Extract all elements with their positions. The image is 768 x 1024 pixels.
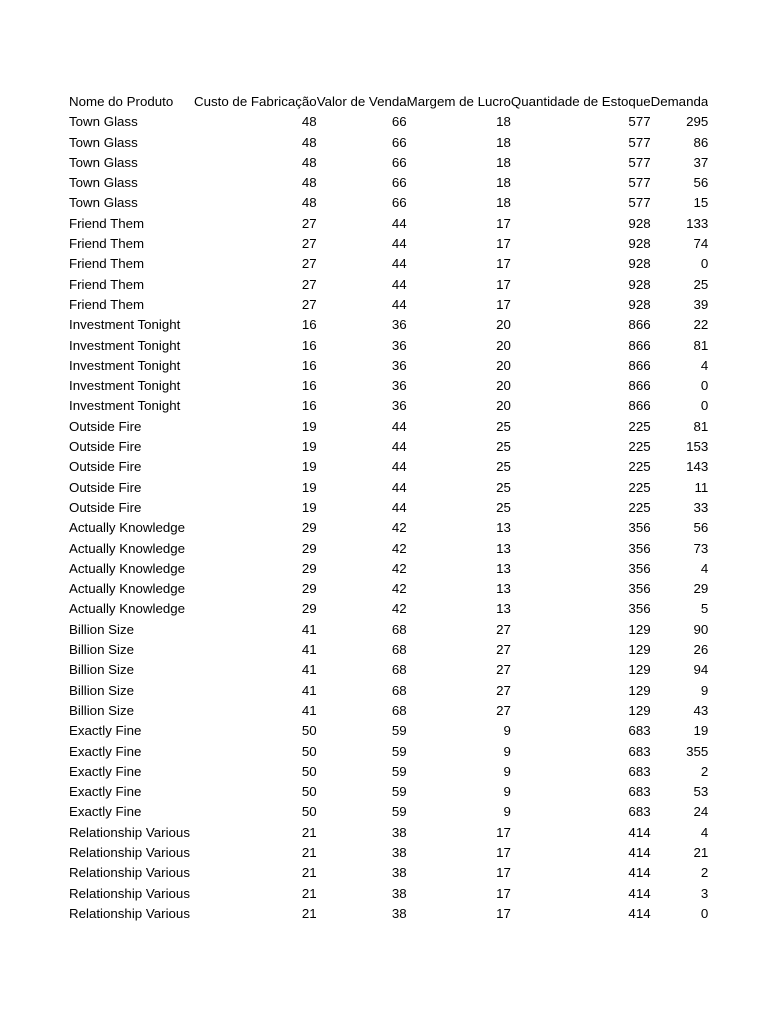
manufacturing-cost-cell: 29 — [301, 601, 317, 617]
demand-cell: 73 — [693, 540, 709, 556]
profit-margin-cell: 17 — [496, 865, 511, 881]
stock-quantity-cell: 414 — [628, 905, 651, 921]
manufacturing-cost-cell: 41 — [301, 662, 317, 678]
product-name-cell: Investment Tonight — [69, 398, 181, 414]
manufacturing-cost-cell: 48 — [301, 175, 317, 191]
demand-cell: 9 — [700, 682, 709, 698]
demand-cell: 0 — [700, 256, 709, 272]
manufacturing-cost-cell: 21 — [301, 905, 317, 921]
demand-cell: 39 — [693, 296, 709, 312]
stock-quantity-cell: 683 — [628, 763, 651, 779]
demand-cell: 295 — [686, 114, 709, 130]
table-row — [68, 539, 708, 559]
manufacturing-cost-cell: 29 — [301, 520, 317, 536]
manufacturing-cost-cell: 19 — [301, 499, 317, 515]
table-row — [68, 863, 708, 883]
profit-margin-cell: 17 — [496, 276, 511, 292]
profit-margin-cell: 25 — [496, 499, 511, 515]
sale-value-cell: 44 — [391, 236, 407, 252]
profit-margin-cell: 13 — [496, 540, 511, 556]
profit-margin-cell: 18 — [496, 195, 511, 211]
table-row — [68, 640, 708, 660]
demand-cell: 143 — [686, 459, 709, 475]
profit-margin-cell: 9 — [503, 723, 511, 739]
table-row — [68, 254, 708, 274]
product-name-cell: Investment Tonight — [69, 317, 181, 333]
demand-cell: 4 — [700, 560, 709, 576]
product-name-cell: Friend Them — [69, 276, 145, 292]
manufacturing-cost-cell: 16 — [301, 317, 317, 333]
product-name-cell: Town Glass — [69, 175, 138, 191]
product-name-cell: Friend Them — [69, 215, 145, 231]
profit-margin-cell: 27 — [496, 642, 511, 658]
manufacturing-cost-cell: 21 — [301, 824, 317, 840]
product-name-cell: Billion Size — [69, 642, 135, 658]
stock-quantity-cell: 928 — [628, 236, 651, 252]
manufacturing-cost-cell: 48 — [301, 114, 317, 130]
demand-cell: 33 — [693, 499, 709, 515]
header-product-name: Nome do Produto — [69, 94, 174, 109]
stock-quantity-cell: 129 — [628, 642, 651, 658]
profit-margin-cell: 17 — [496, 824, 511, 840]
demand-cell: 74 — [693, 236, 709, 252]
product-name-cell: Friend Them — [69, 236, 145, 252]
stock-quantity-cell: 866 — [628, 398, 651, 414]
manufacturing-cost-cell: 19 — [301, 418, 317, 434]
product-name-cell: Actually Knowledge — [69, 601, 186, 617]
stock-quantity-cell: 129 — [628, 662, 651, 678]
sale-value-cell: 38 — [391, 865, 407, 881]
profit-margin-cell: 18 — [496, 154, 511, 170]
manufacturing-cost-cell: 21 — [301, 885, 317, 901]
sale-value-cell: 36 — [391, 317, 407, 333]
sale-value-cell: 36 — [391, 357, 407, 373]
stock-quantity-cell: 928 — [628, 296, 651, 312]
profit-margin-cell: 17 — [496, 215, 511, 231]
sale-value-cell: 44 — [391, 439, 407, 455]
sale-value-cell: 66 — [391, 154, 407, 170]
table-row — [68, 275, 708, 295]
demand-cell: 56 — [693, 175, 709, 191]
profit-margin-cell: 18 — [496, 175, 511, 191]
sale-value-cell: 44 — [391, 479, 407, 495]
profit-margin-cell: 25 — [496, 479, 511, 495]
manufacturing-cost-cell: 50 — [301, 743, 317, 759]
product-table — [68, 92, 708, 924]
product-name-cell: Exactly Fine — [69, 723, 142, 739]
profit-margin-cell: 13 — [496, 560, 511, 576]
table-row — [68, 376, 708, 396]
sale-value-cell: 68 — [391, 621, 407, 637]
table-row — [68, 660, 708, 680]
sale-value-cell: 66 — [391, 175, 407, 191]
product-name-cell: Exactly Fine — [69, 804, 142, 820]
stock-quantity-cell: 356 — [628, 581, 651, 597]
sale-value-cell: 42 — [391, 520, 407, 536]
demand-cell: 24 — [693, 804, 709, 820]
product-name-cell: Relationship Various — [69, 885, 190, 901]
sale-value-cell: 44 — [391, 296, 407, 312]
stock-quantity-cell: 577 — [628, 154, 651, 170]
product-name-cell: Investment Tonight — [69, 357, 181, 373]
sale-value-cell: 59 — [391, 723, 407, 739]
profit-margin-cell: 17 — [496, 844, 511, 860]
table-row — [68, 701, 708, 721]
table-row — [68, 112, 708, 132]
manufacturing-cost-cell: 19 — [301, 479, 317, 495]
product-name-cell: Town Glass — [69, 134, 138, 150]
product-name-cell: Exactly Fine — [69, 743, 142, 759]
table-row — [68, 823, 708, 843]
profit-margin-cell: 27 — [496, 621, 511, 637]
profit-margin-cell: 25 — [496, 439, 511, 455]
product-name-cell: Outside Fire — [69, 459, 142, 475]
stock-quantity-cell: 225 — [628, 499, 651, 515]
sale-value-cell: 68 — [391, 642, 407, 658]
stock-quantity-cell: 225 — [628, 459, 651, 475]
demand-cell: 4 — [700, 824, 709, 840]
sale-value-cell: 59 — [391, 763, 407, 779]
sale-value-cell: 42 — [391, 540, 407, 556]
stock-quantity-cell: 683 — [628, 723, 651, 739]
table-row — [68, 904, 708, 924]
stock-quantity-cell: 414 — [628, 844, 651, 860]
stock-quantity-cell: 225 — [628, 439, 651, 455]
manufacturing-cost-cell: 29 — [301, 560, 317, 576]
profit-margin-cell: 27 — [496, 682, 511, 698]
profit-margin-cell: 27 — [496, 662, 511, 678]
table-row — [68, 681, 708, 701]
demand-cell: 2 — [700, 865, 709, 881]
manufacturing-cost-cell: 16 — [301, 378, 317, 394]
stock-quantity-cell: 129 — [628, 702, 651, 718]
profit-margin-cell: 17 — [496, 905, 511, 921]
product-name-cell: Exactly Fine — [69, 784, 142, 800]
manufacturing-cost-cell: 29 — [301, 540, 317, 556]
manufacturing-cost-cell: 50 — [301, 804, 317, 820]
demand-cell: 53 — [693, 784, 709, 800]
profit-margin-cell: 18 — [496, 114, 511, 130]
profit-margin-cell: 17 — [496, 296, 511, 312]
table-row — [68, 193, 708, 213]
sale-value-cell: 66 — [391, 195, 407, 211]
manufacturing-cost-cell: 16 — [301, 357, 317, 373]
stock-quantity-cell: 414 — [628, 824, 651, 840]
product-name-cell: Billion Size — [69, 682, 135, 698]
product-name-cell: Actually Knowledge — [69, 581, 186, 597]
table-row — [68, 802, 708, 822]
sale-value-cell: 44 — [391, 459, 407, 475]
profit-margin-cell: 9 — [503, 784, 511, 800]
table-row — [68, 498, 708, 518]
manufacturing-cost-cell: 27 — [301, 276, 317, 292]
product-name-cell: Town Glass — [69, 154, 138, 170]
profit-margin-cell: 27 — [496, 702, 511, 718]
demand-cell: 43 — [693, 702, 709, 718]
manufacturing-cost-cell: 19 — [301, 439, 317, 455]
header-demand: Demanda — [650, 94, 709, 109]
profit-margin-cell: 20 — [496, 317, 511, 333]
sale-value-cell: 44 — [391, 276, 407, 292]
sale-value-cell: 42 — [391, 601, 407, 617]
demand-cell: 153 — [686, 439, 709, 455]
demand-cell: 86 — [693, 134, 709, 150]
sale-value-cell: 59 — [391, 743, 407, 759]
table-row — [68, 478, 708, 498]
stock-quantity-cell: 225 — [628, 479, 651, 495]
table-row — [68, 762, 708, 782]
stock-quantity-cell: 577 — [628, 114, 651, 130]
stock-quantity-cell: 683 — [628, 743, 651, 759]
product-name-cell: Actually Knowledge — [69, 520, 186, 536]
table-row — [68, 173, 708, 193]
table-row — [68, 884, 708, 904]
sale-value-cell: 68 — [391, 662, 407, 678]
profit-margin-cell: 25 — [496, 418, 511, 434]
sale-value-cell: 36 — [391, 337, 407, 353]
sale-value-cell: 44 — [391, 499, 407, 515]
demand-cell: 15 — [693, 195, 709, 211]
manufacturing-cost-cell: 16 — [301, 337, 317, 353]
header-manufacturing-cost: Custo de Fabricação — [194, 94, 317, 109]
stock-quantity-cell: 414 — [628, 865, 651, 881]
stock-quantity-cell: 866 — [628, 337, 651, 353]
demand-cell: 2 — [700, 763, 709, 779]
demand-cell: 11 — [694, 479, 709, 495]
product-name-cell: Town Glass — [69, 114, 138, 130]
stock-quantity-cell: 356 — [628, 601, 651, 617]
stock-quantity-cell: 683 — [628, 784, 651, 800]
manufacturing-cost-cell: 27 — [301, 256, 317, 272]
sale-value-cell: 36 — [391, 378, 407, 394]
table-row — [68, 599, 708, 619]
sale-value-cell: 38 — [391, 824, 407, 840]
stock-quantity-cell: 866 — [628, 357, 651, 373]
table-row — [68, 396, 708, 416]
table-row — [68, 336, 708, 356]
product-name-cell: Billion Size — [69, 621, 135, 637]
profit-margin-cell: 9 — [503, 763, 511, 779]
table-row — [68, 417, 708, 437]
product-name-cell: Friend Them — [69, 296, 145, 312]
product-name-cell: Outside Fire — [69, 479, 142, 495]
profit-margin-cell: 17 — [496, 236, 511, 252]
demand-cell: 0 — [700, 378, 709, 394]
sale-value-cell: 42 — [391, 581, 407, 597]
sale-value-cell: 38 — [391, 844, 407, 860]
sale-value-cell: 66 — [391, 114, 407, 130]
demand-cell: 29 — [693, 581, 709, 597]
product-name-cell: Billion Size — [69, 702, 135, 718]
demand-cell: 25 — [693, 276, 709, 292]
header-row — [68, 92, 708, 112]
product-name-cell: Investment Tonight — [69, 337, 181, 353]
table-row — [68, 843, 708, 863]
table-row — [68, 437, 708, 457]
profit-margin-cell: 13 — [496, 581, 511, 597]
stock-quantity-cell: 866 — [628, 378, 651, 394]
demand-cell: 133 — [686, 215, 709, 231]
stock-quantity-cell: 928 — [628, 276, 651, 292]
stock-quantity-cell: 414 — [628, 885, 651, 901]
manufacturing-cost-cell: 41 — [301, 621, 317, 637]
demand-cell: 81 — [693, 337, 709, 353]
stock-quantity-cell: 928 — [628, 256, 651, 272]
product-name-cell: Outside Fire — [69, 499, 142, 515]
manufacturing-cost-cell: 50 — [301, 784, 317, 800]
manufacturing-cost-cell: 48 — [301, 154, 317, 170]
profit-margin-cell: 9 — [503, 804, 511, 820]
manufacturing-cost-cell: 29 — [301, 581, 317, 597]
manufacturing-cost-cell: 41 — [301, 702, 317, 718]
table-row — [68, 133, 708, 153]
demand-cell: 22 — [693, 317, 709, 333]
sale-value-cell: 44 — [391, 215, 407, 231]
manufacturing-cost-cell: 19 — [301, 459, 317, 475]
table-row — [68, 295, 708, 315]
product-name-cell: Relationship Various — [69, 844, 190, 860]
profit-margin-cell: 20 — [496, 337, 511, 353]
demand-cell: 0 — [700, 398, 709, 414]
demand-cell: 37 — [693, 154, 709, 170]
manufacturing-cost-cell: 27 — [301, 215, 317, 231]
table-row — [68, 721, 708, 741]
demand-cell: 94 — [693, 662, 709, 678]
sale-value-cell: 44 — [391, 418, 407, 434]
table-body — [68, 112, 708, 924]
demand-cell: 90 — [693, 621, 709, 637]
table-row — [68, 518, 708, 538]
stock-quantity-cell: 928 — [628, 215, 651, 231]
demand-cell: 3 — [700, 885, 709, 901]
manufacturing-cost-cell: 21 — [301, 865, 317, 881]
demand-cell: 355 — [686, 743, 709, 759]
product-name-cell: Exactly Fine — [69, 763, 142, 779]
demand-cell: 26 — [693, 642, 709, 658]
demand-cell: 5 — [700, 601, 709, 617]
sale-value-cell: 42 — [391, 560, 407, 576]
profit-margin-cell: 9 — [503, 743, 511, 759]
product-name-cell: Relationship Various — [69, 824, 190, 840]
product-name-cell: Investment Tonight — [69, 378, 181, 394]
demand-cell: 0 — [700, 905, 709, 921]
table-row — [68, 579, 708, 599]
header-stock-quantity: Quantidade de Estoque — [510, 94, 651, 109]
sale-value-cell: 68 — [391, 702, 407, 718]
product-name-cell: Outside Fire — [69, 418, 142, 434]
product-name-cell: Billion Size — [69, 662, 135, 678]
stock-quantity-cell: 356 — [628, 560, 651, 576]
manufacturing-cost-cell: 48 — [301, 195, 317, 211]
table-row — [68, 234, 708, 254]
manufacturing-cost-cell: 50 — [301, 723, 317, 739]
stock-quantity-cell: 225 — [628, 418, 651, 434]
demand-cell: 4 — [700, 357, 709, 373]
table-row — [68, 559, 708, 579]
stock-quantity-cell: 683 — [628, 804, 651, 820]
product-name-cell: Actually Knowledge — [69, 540, 186, 556]
demand-cell: 81 — [693, 418, 709, 434]
profit-margin-cell: 18 — [496, 134, 511, 150]
stock-quantity-cell: 577 — [628, 195, 651, 211]
stock-quantity-cell: 866 — [628, 317, 651, 333]
manufacturing-cost-cell: 41 — [301, 682, 317, 698]
stock-quantity-cell: 129 — [628, 621, 651, 637]
table-row — [68, 457, 708, 477]
manufacturing-cost-cell: 27 — [301, 296, 317, 312]
product-name-cell: Actually Knowledge — [69, 560, 186, 576]
manufacturing-cost-cell: 16 — [301, 398, 317, 414]
sale-value-cell: 59 — [391, 784, 407, 800]
manufacturing-cost-cell: 27 — [301, 236, 317, 252]
manufacturing-cost-cell: 48 — [301, 134, 317, 150]
profit-margin-cell: 17 — [496, 256, 511, 272]
demand-cell: 19 — [693, 723, 709, 739]
profit-margin-cell: 20 — [496, 357, 511, 373]
product-name-cell: Town Glass — [69, 195, 138, 211]
table-row — [68, 153, 708, 173]
stock-quantity-cell: 129 — [628, 682, 651, 698]
product-name-cell: Relationship Various — [69, 905, 190, 921]
sale-value-cell: 66 — [391, 134, 407, 150]
profit-margin-cell: 13 — [496, 601, 511, 617]
demand-cell: 21 — [693, 844, 709, 860]
header-profit-margin: Margem de Lucro — [406, 94, 511, 109]
table-row — [68, 356, 708, 376]
sale-value-cell: 68 — [391, 682, 407, 698]
demand-cell: 56 — [693, 520, 709, 536]
manufacturing-cost-cell: 50 — [301, 763, 317, 779]
stock-quantity-cell: 577 — [628, 134, 651, 150]
profit-margin-cell: 13 — [496, 520, 511, 536]
table-row — [68, 315, 708, 335]
profit-margin-cell: 20 — [496, 378, 511, 394]
stock-quantity-cell: 356 — [628, 520, 651, 536]
product-name-cell: Friend Them — [69, 256, 145, 272]
table-row — [68, 742, 708, 762]
manufacturing-cost-cell: 41 — [301, 642, 317, 658]
table-row — [68, 782, 708, 802]
table-row — [68, 214, 708, 234]
product-name-cell: Outside Fire — [69, 439, 142, 455]
stock-quantity-cell: 577 — [628, 175, 651, 191]
manufacturing-cost-cell: 21 — [301, 844, 317, 860]
table-row — [68, 620, 708, 640]
stock-quantity-cell: 356 — [628, 540, 651, 556]
profit-margin-cell: 17 — [496, 885, 511, 901]
profit-margin-cell: 20 — [496, 398, 511, 414]
sale-value-cell: 44 — [391, 256, 407, 272]
product-name-cell: Relationship Various — [69, 865, 190, 881]
sale-value-cell: 38 — [391, 885, 407, 901]
profit-margin-cell: 25 — [496, 459, 511, 475]
sale-value-cell: 38 — [391, 905, 407, 921]
sale-value-cell: 36 — [391, 398, 407, 414]
header-sale-value: Valor de Venda — [316, 94, 407, 109]
sale-value-cell: 59 — [391, 804, 407, 820]
